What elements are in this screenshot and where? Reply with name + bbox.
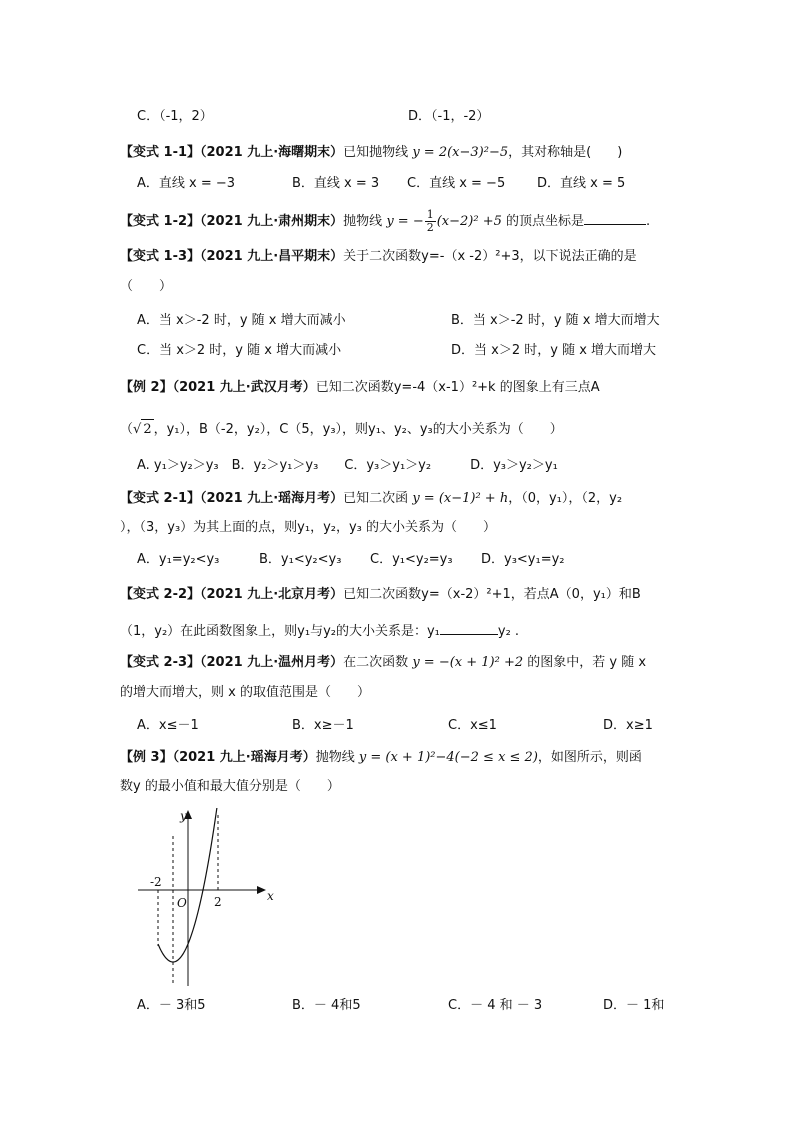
text-fragment: y₂ . (497, 624, 520, 639)
option-b: B．当 x＞-2 时，y 随 x 增大而增大 (451, 313, 660, 328)
question-v2-1 (120, 489, 622, 509)
question-v2-2 (120, 585, 641, 605)
question-v2-1-line2: ），（3，y₃）为其上面的点，则y₁，y₂，y₃ 的大小关系为（ ） (120, 520, 497, 535)
option-a: A．y₁=y₂<y₃ (137, 552, 220, 567)
question-source: （2021 九上·北京月考） (200, 587, 344, 602)
question-tag: 【例 2】 (120, 380, 173, 395)
options-row: A. y₁＞y₂＞y₃ B．y₂＞y₁＞y₃ C．y₃＞y₁＞y₂ D．y₃＞y₂＞y₁ (137, 458, 558, 473)
option-b: B．y₁<y₂<y₃ (259, 552, 342, 567)
option-a: A．－ 3和5 (137, 998, 206, 1013)
option-d: D．（-1，-2） (408, 109, 490, 124)
fraction (425, 209, 436, 234)
question-tag: 【变式 1-1】 (120, 145, 201, 160)
question-ex3-line2: 数y 的最小值和最大值分别是（ ） (120, 779, 340, 794)
option-c: C．（-1，2） (137, 109, 213, 124)
equation: y = −(x + 1)² +2 (412, 655, 524, 670)
question-source: （2021 九上·海曙期末） (200, 145, 344, 160)
text-fragment: ，y₁），B（-2，y₂），C（5，y₃），则y₁、y₂、y₃的大小关系为（ ） (153, 422, 563, 437)
question-v1-2: 【变式 1-2】（2021 九上·肃州期末）抛物线 y = − $\frac{1}{2}$ (x−2)² +5 的顶点坐标是 . (120, 208, 651, 234)
question-tag: 【例 3】 (120, 750, 173, 765)
option-d: D．y₃<y₁=y₂ (481, 552, 565, 567)
fraction-denominator: 2 (426, 221, 434, 234)
equation-rest: (x−2)² +5 (436, 214, 502, 229)
question-source: （2021 九上·肃州期末） (200, 214, 344, 229)
question-tag: 【变式 2-1】 (120, 491, 201, 506)
question-tag: 【变式 1-3】 (120, 249, 201, 264)
text-fragment: （1，y₂）在此函数图象上，则y₁与y₂的大小关系是：y₁ (120, 624, 440, 639)
answer-blank[interactable] (584, 210, 646, 225)
fraction-numerator: 1 (426, 208, 434, 221)
answer-blank[interactable] (440, 620, 498, 635)
option-d: D．x≥1 (603, 718, 653, 733)
parabola-graph (130, 808, 280, 993)
question-source: （2021 九上·昌平期末） (200, 249, 344, 264)
option-d: D．当 x＞2 时，y 随 x 增大而增大 (451, 343, 657, 358)
question-v2-3-line2: 的增大而增大，则 x 的取值范围是（ ） (120, 685, 370, 700)
y-axis-label: y (180, 809, 187, 823)
question-source: （2021 九上·武汉月考） (172, 380, 316, 395)
option-b: B．直线 x = 3 (292, 176, 380, 191)
question-source: （2021 九上·瑶海月考） (200, 491, 344, 506)
option-b: B．x≥－1 (292, 718, 354, 733)
question-text: 已知抛物线 (343, 145, 409, 160)
option-c: C．－ 4 和 － 3 (448, 998, 543, 1013)
x-axis-arrow (257, 886, 266, 894)
tick-label-neg2: -2 (150, 875, 162, 889)
option-d: D．－ 1和 (603, 998, 665, 1013)
question-text: ，其对称轴是( ) (508, 145, 623, 160)
question-text: 已知二次函 (343, 491, 409, 506)
question-ex2-line2: （√ 2 ，y₁），B（-2，y₂），C（5，y₃），则y₁、y₂、y₃的大小关系为（ ） (120, 419, 563, 440)
option-a: A．x≤－1 (137, 718, 199, 733)
question-text: 抛物线 (315, 750, 355, 765)
answer-paren: （ ） (120, 279, 173, 294)
question-v2-3 (120, 653, 646, 673)
equation-lhs: y = − (386, 214, 424, 229)
equation: y = (x−1)² + h (412, 491, 509, 506)
question-tag: 【变式 1-2】 (120, 214, 201, 229)
question-text: ，（0，y₁），（2，y₂ (508, 491, 623, 506)
option-a: A．直线 x = −3 (137, 176, 236, 191)
question-ex2 (120, 378, 600, 398)
question-text: 关于二次函数y=-（x -2）²+3，以下说法正确的是 (343, 249, 637, 264)
origin-label: O (177, 896, 187, 910)
text-fragment: （ (120, 422, 134, 437)
question-source: （2021 九上·瑶海月考） (172, 750, 316, 765)
question-text: 在二次函数 (343, 655, 409, 670)
question-v1-3 (120, 247, 637, 267)
equation: y = (x + 1)²−4(−2 ≤ x ≤ 2) (358, 750, 538, 765)
question-tag: 【变式 2-2】 (120, 587, 201, 602)
question-text: 的顶点坐标是 (506, 214, 585, 229)
question-ex3 (120, 748, 642, 768)
x-axis-label: x (267, 889, 274, 903)
question-v1-1 (120, 143, 622, 163)
option-b: B．－ 4和5 (292, 998, 361, 1013)
question-tag: 【变式 2-3】 (120, 655, 201, 670)
question-text: 已知二次函数y=-4（x-1）²+k 的图象上有三点A (315, 380, 600, 395)
question-source: （2021 九上·温州月考） (200, 655, 344, 670)
option-d: D．直线 x = 5 (537, 176, 626, 191)
option-c: C．x≤1 (448, 718, 497, 733)
question-text: 抛物线 (343, 214, 383, 229)
equation: y = 2(x−3)²−5 (412, 145, 509, 160)
option-a: A．当 x＞-2 时，y 随 x 增大而减小 (137, 313, 346, 328)
sqrt-value: 2 (141, 419, 153, 440)
question-text: ，如图所示，则函 (537, 750, 642, 765)
option-c: C．直线 x = −5 (407, 176, 506, 191)
option-c: C．当 x＞2 时，y 随 x 增大而减小 (137, 343, 342, 358)
question-v2-2-line2 (120, 620, 519, 642)
question-text: 的图象中，若 y 随 x (527, 655, 647, 670)
option-c: C．y₁<y₂=y₃ (370, 552, 453, 567)
question-text: 已知二次函数y=（x-2）²+1，若点A（0，y₁）和B (343, 587, 641, 602)
tick-label-2: 2 (214, 895, 222, 909)
